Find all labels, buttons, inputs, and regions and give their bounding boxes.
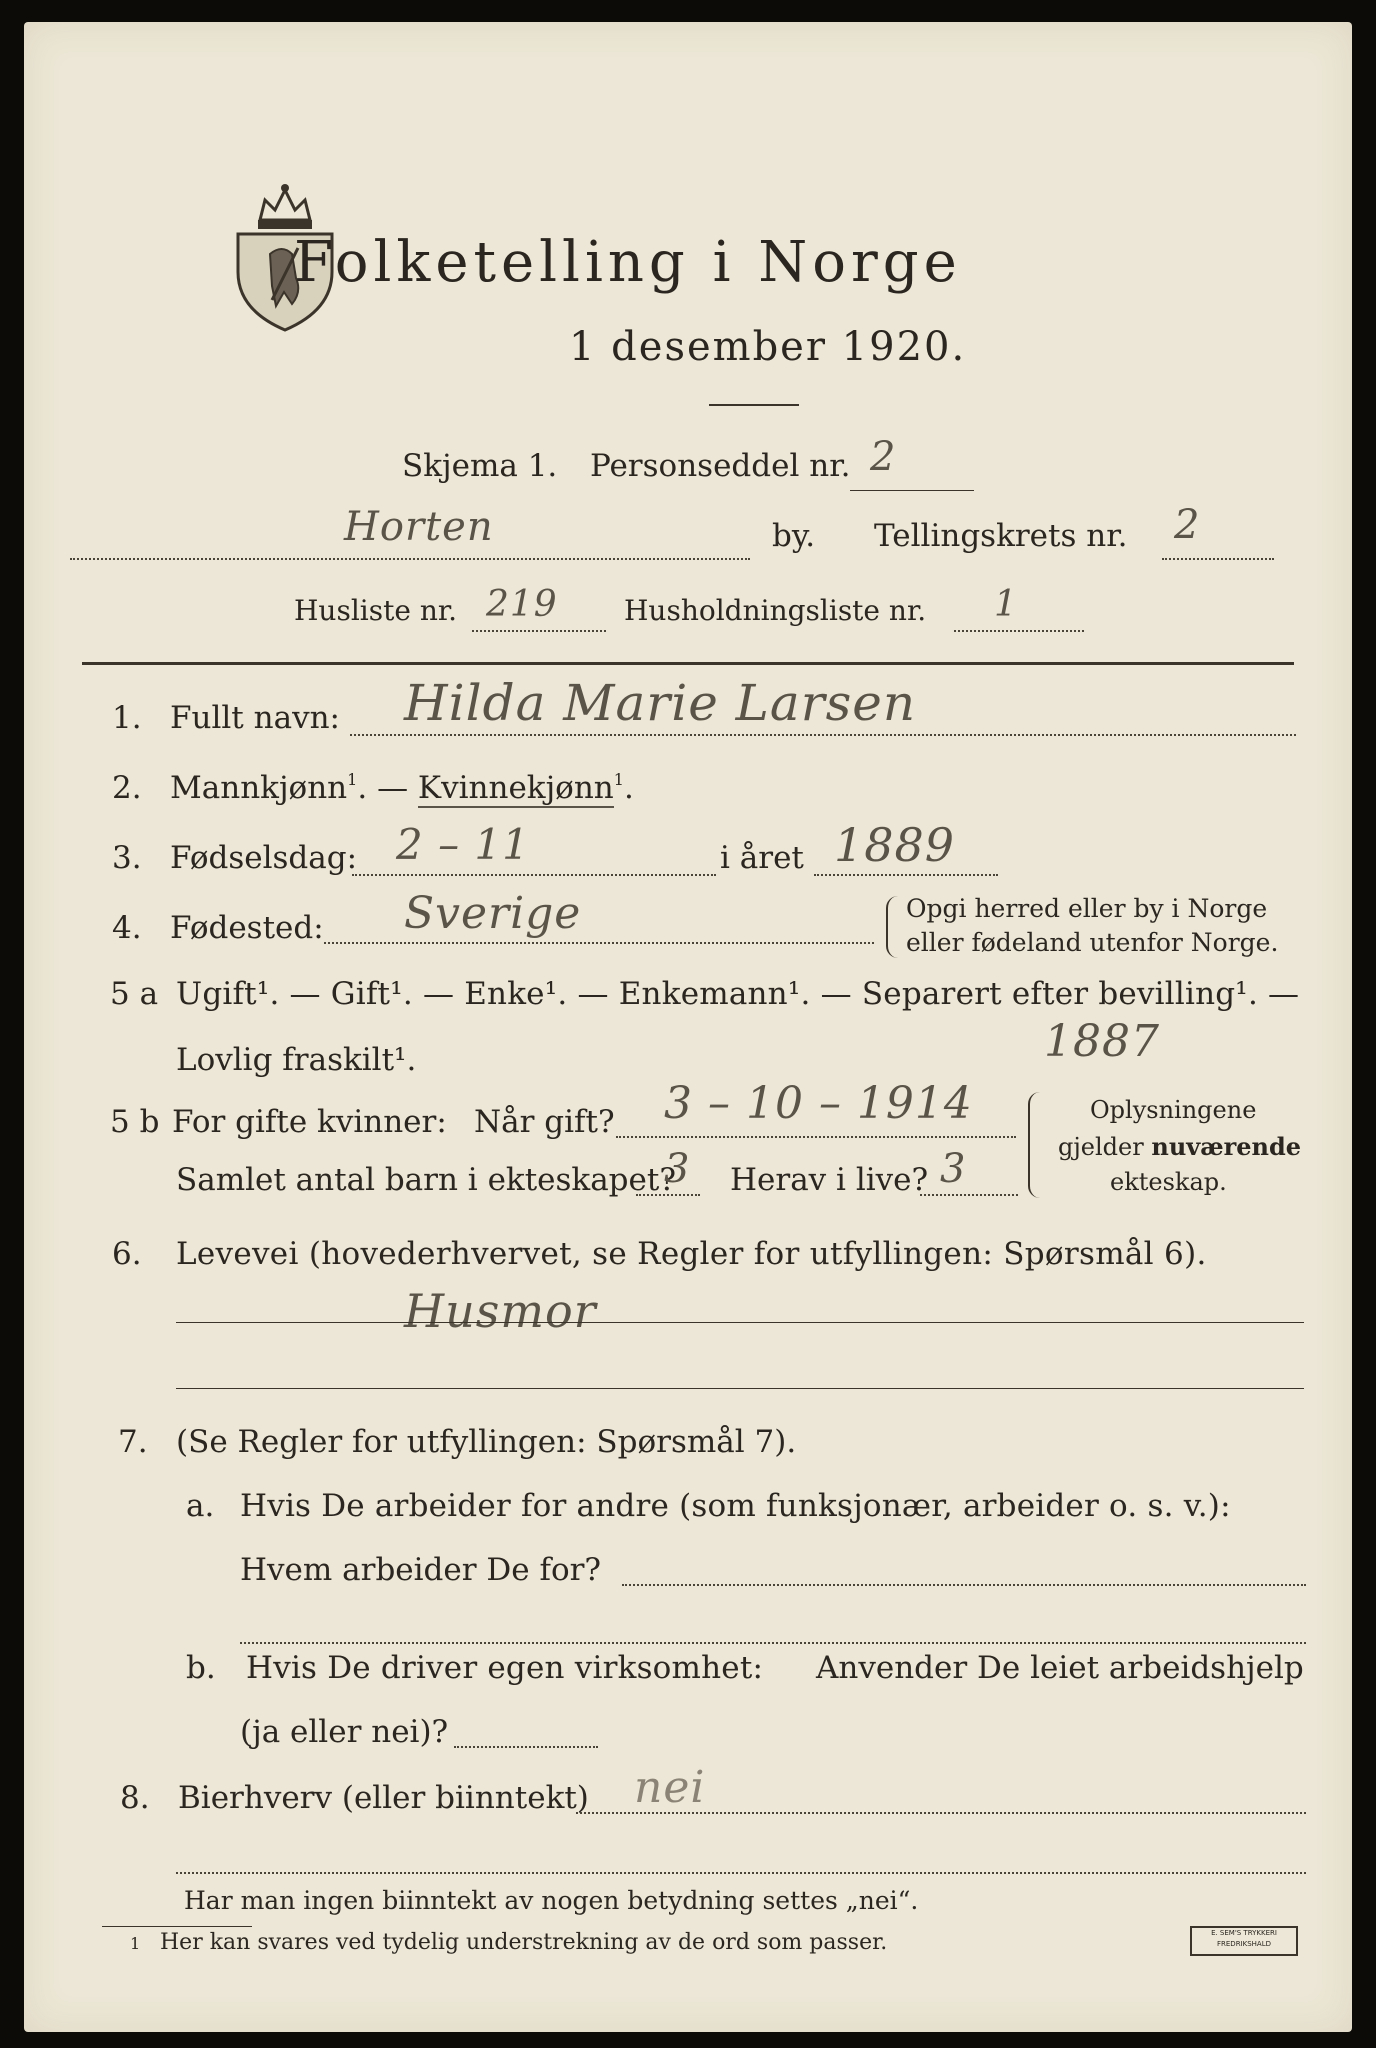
birth-year-field [814, 874, 998, 876]
alive-field [920, 1194, 1018, 1196]
hired-help-field[interactable] [454, 1746, 598, 1748]
marriage-date-value[interactable]: 3 – 10 – 1914 [664, 1078, 973, 1129]
birthplace-value[interactable]: Sverige [404, 888, 582, 939]
q7-label: (Se Regler for utfyllingen: Spørsmål 7). [176, 1424, 797, 1460]
tellingskrets-value[interactable]: 2 [1174, 502, 1201, 548]
alive-value[interactable]: 3 [940, 1146, 967, 1192]
husliste-label: Husliste nr. [294, 594, 458, 627]
marriage-date-label: Når gift? [474, 1104, 615, 1140]
printer-stamp: E. SEM'S TRYKKERI FREDRIKSHALD [1190, 1926, 1298, 1956]
q4-label: Fødested: [170, 910, 324, 946]
birthday-value[interactable]: 2 – 11 [396, 820, 530, 869]
male-option[interactable]: Mannkjønn [170, 770, 348, 806]
marriage-date-field [616, 1136, 1016, 1138]
birthplace-field [324, 942, 874, 944]
occupation-value[interactable]: Husmor [404, 1284, 597, 1338]
birth-year-value[interactable]: 1889 [834, 818, 956, 872]
by-label: by. [772, 518, 816, 554]
q5a-number: 5 a [110, 976, 159, 1012]
q3-number: 3. [112, 840, 142, 876]
q4-note-line1: Opgi herred eller by i Norge [906, 894, 1268, 923]
personseddel-label: Personseddel nr. [590, 448, 851, 484]
no-income-note: Har man ingen biinntekt av nogen betydning settes „nei“. [184, 1886, 919, 1915]
q5b-note-line3: ekteskap. [1110, 1168, 1227, 1196]
q7b-line2: (ja eller nei)? [240, 1714, 449, 1750]
q1-label: Fullt navn: [170, 700, 340, 736]
tellingskrets-field [1162, 558, 1274, 560]
q5b-number: 5 b [110, 1104, 160, 1140]
q4-number: 4. [112, 910, 142, 946]
q6-number: 6. [112, 1236, 142, 1272]
place-value[interactable]: Horten [344, 504, 494, 550]
q2-options: Mannkjønn$^1$. — Kvinnekjønn$^1$. [170, 770, 634, 806]
footnote-rule [102, 1926, 252, 1927]
q2-number: 2. [112, 770, 142, 806]
q1-field [350, 734, 1296, 736]
tellingskrets-label: Tellingskrets nr. [874, 518, 1128, 554]
birthday-field [352, 874, 716, 876]
q5b-label: For gifte kvinner: [172, 1104, 447, 1140]
employer-field-2[interactable] [240, 1642, 1306, 1644]
q3-label: Fødselsdag: [170, 840, 358, 876]
q5b-note-brace [1028, 1092, 1040, 1198]
marital-annotation: 1887 [1044, 1016, 1160, 1067]
side-income-field-2 [176, 1872, 1306, 1874]
q7a-line2: Hvem arbeider De for? [240, 1552, 602, 1588]
q7b-line1a: Hvis De driver egen virksomhet: [246, 1650, 764, 1686]
q7a-letter: a. [186, 1488, 215, 1524]
q8-label: Bierhverv (eller biinntekt) [178, 1780, 589, 1816]
q4-note-line2: eller fødeland utenfor Norge. [906, 928, 1279, 957]
q6-line2 [176, 1388, 1304, 1389]
q5b-note-line2: gjelder nuværende [1058, 1132, 1302, 1161]
q4-note-brace [886, 896, 898, 958]
husliste-field [472, 630, 606, 632]
q7-number: 7. [118, 1424, 148, 1460]
q6-line1 [176, 1322, 1304, 1323]
q6-label: Levevei (hovederhvervet, se Regler for utfyllingen: Spørsmål 6). [176, 1236, 1207, 1272]
female-option[interactable]: Kvinnekjønn [417, 770, 614, 806]
title-divider [709, 404, 799, 406]
children-label: Samlet antal barn i ekteskapet? [176, 1162, 676, 1198]
husliste-value[interactable]: 219 [486, 584, 558, 625]
personseddel-value[interactable]: 2 [870, 434, 897, 480]
side-income-value[interactable]: nei [634, 1762, 706, 1813]
marital-status-options[interactable]: Ugift¹. — Gift¹. — Enke¹. — Enkemann¹. — Separert efter bevilling¹. — [176, 976, 1300, 1012]
q7a-line1: Hvis De arbeider for andre (som funksjonær, arbeider o. s. v.): [240, 1488, 1231, 1524]
form-title: Folketelling i Norge [294, 230, 962, 295]
footnote-marker: 1 [130, 1934, 141, 1953]
q8-number: 8. [120, 1780, 150, 1816]
husholdning-field [954, 630, 1084, 632]
year-label: i året [720, 840, 804, 876]
marital-status-divorced[interactable]: Lovlig fraskilt¹. [176, 1042, 417, 1078]
census-date: 1 desember 1920. [569, 324, 967, 370]
alive-label: Herav i live? [730, 1162, 929, 1198]
employer-field[interactable] [622, 1584, 1306, 1586]
skjema-label: Skjema 1. [402, 448, 558, 484]
children-value[interactable]: 3 [664, 1146, 691, 1192]
q7b-letter: b. [186, 1650, 216, 1686]
census-form-sheet [24, 22, 1352, 2032]
husholdning-value[interactable]: 1 [994, 584, 1018, 625]
place-field [70, 558, 750, 560]
footnote-text: Her kan svares ved tydelig understrekning av de ord som passer. [160, 1930, 888, 1955]
q1-number: 1. [112, 700, 142, 736]
children-field [636, 1194, 700, 1196]
personseddel-line [850, 490, 974, 491]
header-rule [82, 662, 1294, 665]
q7b-line1b: Anvender De leiet arbeidshjelp [816, 1650, 1304, 1686]
husholdning-label: Husholdningsliste nr. [624, 594, 927, 627]
full-name-value[interactable]: Hilda Marie Larsen [404, 674, 917, 732]
q5b-note-line1: Oplysningene [1090, 1096, 1257, 1124]
